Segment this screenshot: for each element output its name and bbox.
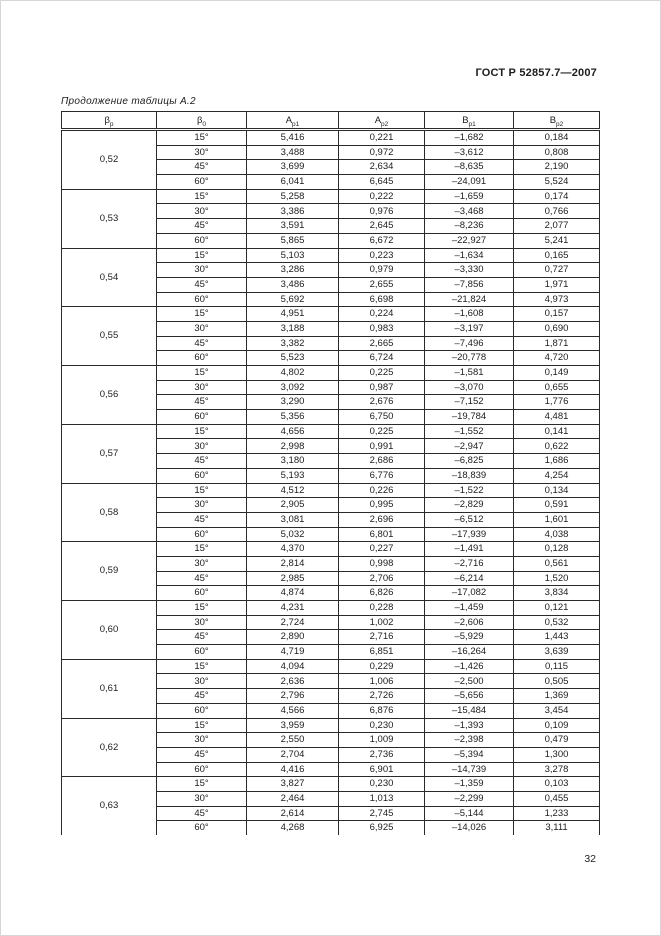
beta-p-group-cell: 0,62 xyxy=(62,718,157,777)
value-cell: –21,824 xyxy=(425,292,514,307)
value-cell: 1,006 xyxy=(339,674,425,689)
beta-0-cell: 60° xyxy=(157,762,247,777)
value-cell: 1,601 xyxy=(514,512,600,527)
value-cell: 2,890 xyxy=(247,630,339,645)
value-cell: 3,699 xyxy=(247,160,339,175)
value-cell: 1,013 xyxy=(339,791,425,806)
column-header-sub: р1 xyxy=(468,120,476,128)
value-cell: 4,874 xyxy=(247,586,339,601)
beta-0-cell: 15° xyxy=(157,248,247,263)
beta-p-group-cell: 0,54 xyxy=(62,248,157,307)
value-cell: –2,299 xyxy=(425,791,514,806)
value-cell: 0,995 xyxy=(339,498,425,513)
value-cell: 0,727 xyxy=(514,263,600,278)
value-cell: 0,983 xyxy=(339,321,425,336)
value-cell: 4,951 xyxy=(247,307,339,322)
column-header-sub: р2 xyxy=(556,120,564,128)
value-cell: 5,356 xyxy=(247,410,339,425)
value-cell: 0,532 xyxy=(514,615,600,630)
value-cell: 2,724 xyxy=(247,615,339,630)
value-cell: 6,801 xyxy=(339,527,425,542)
beta-0-cell: 30° xyxy=(157,791,247,806)
value-cell: –2,500 xyxy=(425,674,514,689)
value-cell: 4,370 xyxy=(247,542,339,557)
value-cell: 0,622 xyxy=(514,439,600,454)
table-row xyxy=(62,424,600,439)
beta-p-group-cell: 0,53 xyxy=(62,189,157,248)
value-cell: 3,111 xyxy=(514,821,600,835)
beta-0-cell: 15° xyxy=(157,601,247,616)
beta-0-cell: 45° xyxy=(157,806,247,821)
table-row xyxy=(62,307,600,322)
value-cell: 2,676 xyxy=(339,395,425,410)
value-cell: –3,330 xyxy=(425,263,514,278)
beta-0-cell: 15° xyxy=(157,130,247,146)
value-cell: 1,369 xyxy=(514,689,600,704)
value-cell: 2,190 xyxy=(514,160,600,175)
value-cell: –5,144 xyxy=(425,806,514,821)
value-cell: –14,026 xyxy=(425,821,514,835)
beta-0-cell: 45° xyxy=(157,630,247,645)
value-cell: 4,416 xyxy=(247,762,339,777)
column-header-beta-0 xyxy=(157,112,247,130)
beta-0-cell: 45° xyxy=(157,277,247,292)
value-cell: –7,496 xyxy=(425,336,514,351)
beta-p-group-cell: 0,56 xyxy=(62,366,157,425)
value-cell: 2,998 xyxy=(247,439,339,454)
value-cell: 4,973 xyxy=(514,292,600,307)
value-cell: 5,241 xyxy=(514,233,600,248)
value-cell: 2,645 xyxy=(339,219,425,234)
value-cell: 2,704 xyxy=(247,747,339,762)
value-cell: 0,121 xyxy=(514,601,600,616)
value-cell: 6,645 xyxy=(339,175,425,190)
value-cell: –1,581 xyxy=(425,366,514,381)
value-cell: 3,639 xyxy=(514,645,600,660)
value-cell: 0,115 xyxy=(514,659,600,674)
beta-0-cell: 15° xyxy=(157,424,247,439)
value-cell: 0,230 xyxy=(339,777,425,792)
table-header-row xyxy=(62,112,600,130)
value-cell: 4,719 xyxy=(247,645,339,660)
table-row xyxy=(62,483,600,498)
beta-0-cell: 45° xyxy=(157,689,247,704)
value-cell: –19,784 xyxy=(425,410,514,425)
document-standard-title: ГОСТ Р 52857.7—2007 xyxy=(475,67,597,79)
value-cell: 0,221 xyxy=(339,130,425,146)
beta-p-group-cell: 0,59 xyxy=(62,542,157,601)
value-cell: –1,491 xyxy=(425,542,514,557)
value-cell: 6,851 xyxy=(339,645,425,660)
value-cell: 5,258 xyxy=(247,189,339,204)
value-cell: 0,157 xyxy=(514,307,600,322)
value-cell: 5,524 xyxy=(514,175,600,190)
beta-0-cell: 60° xyxy=(157,233,247,248)
value-cell: 1,300 xyxy=(514,747,600,762)
value-cell: 3,180 xyxy=(247,454,339,469)
value-cell: 3,188 xyxy=(247,321,339,336)
table-row xyxy=(62,659,600,674)
value-cell: –3,468 xyxy=(425,204,514,219)
value-cell: 0,991 xyxy=(339,439,425,454)
beta-p-group-cell: 0,58 xyxy=(62,483,157,542)
column-header-beta-p xyxy=(62,112,157,130)
value-cell: 2,636 xyxy=(247,674,339,689)
value-cell: 4,720 xyxy=(514,351,600,366)
value-cell: 1,233 xyxy=(514,806,600,821)
column-header-base: A xyxy=(374,114,382,126)
value-cell: 2,614 xyxy=(247,806,339,821)
value-cell: 2,665 xyxy=(339,336,425,351)
value-cell: 3,382 xyxy=(247,336,339,351)
page-number: 32 xyxy=(584,853,596,865)
value-cell: –2,716 xyxy=(425,556,514,571)
value-cell: 0,998 xyxy=(339,556,425,571)
value-cell: 0,230 xyxy=(339,718,425,733)
value-cell: 2,634 xyxy=(339,160,425,175)
value-cell: –14,739 xyxy=(425,762,514,777)
beta-0-cell: 30° xyxy=(157,145,247,160)
value-cell: 0,141 xyxy=(514,424,600,439)
value-cell: –5,394 xyxy=(425,747,514,762)
value-cell: 4,481 xyxy=(514,410,600,425)
value-cell: 1,443 xyxy=(514,630,600,645)
value-cell: 2,745 xyxy=(339,806,425,821)
column-header-base: B xyxy=(462,114,469,126)
value-cell: 2,905 xyxy=(247,498,339,513)
value-cell: 0,134 xyxy=(514,483,600,498)
value-cell: 5,416 xyxy=(247,130,339,146)
value-cell: 4,038 xyxy=(514,527,600,542)
beta-0-cell: 30° xyxy=(157,321,247,336)
coefficients-table xyxy=(61,111,600,835)
beta-0-cell: 60° xyxy=(157,292,247,307)
value-cell: 0,223 xyxy=(339,248,425,263)
value-cell: –1,359 xyxy=(425,777,514,792)
value-cell: 3,286 xyxy=(247,263,339,278)
value-cell: 3,488 xyxy=(247,145,339,160)
value-cell: –1,393 xyxy=(425,718,514,733)
value-cell: 4,268 xyxy=(247,821,339,835)
value-cell: 4,512 xyxy=(247,483,339,498)
value-cell: –2,829 xyxy=(425,498,514,513)
beta-0-cell: 60° xyxy=(157,351,247,366)
value-cell: 5,193 xyxy=(247,468,339,483)
value-cell: 0,591 xyxy=(514,498,600,513)
value-cell: 0,222 xyxy=(339,189,425,204)
beta-0-cell: 30° xyxy=(157,556,247,571)
value-cell: 1,871 xyxy=(514,336,600,351)
value-cell: –1,522 xyxy=(425,483,514,498)
value-cell: 0,455 xyxy=(514,791,600,806)
beta-0-cell: 45° xyxy=(157,571,247,586)
beta-0-cell: 15° xyxy=(157,366,247,381)
value-cell: –24,091 xyxy=(425,175,514,190)
column-header-sub: 0 xyxy=(202,120,207,128)
value-cell: –5,929 xyxy=(425,630,514,645)
beta-p-group-cell: 0,60 xyxy=(62,601,157,660)
value-cell: 2,696 xyxy=(339,512,425,527)
value-cell: –1,659 xyxy=(425,189,514,204)
value-cell: 2,716 xyxy=(339,630,425,645)
beta-0-cell: 30° xyxy=(157,498,247,513)
beta-p-group-cell: 0,63 xyxy=(62,777,157,835)
value-cell: 2,985 xyxy=(247,571,339,586)
value-cell: 0,479 xyxy=(514,733,600,748)
value-cell: –1,552 xyxy=(425,424,514,439)
beta-0-cell: 15° xyxy=(157,189,247,204)
value-cell: 0,561 xyxy=(514,556,600,571)
value-cell: 6,724 xyxy=(339,351,425,366)
value-cell: –1,682 xyxy=(425,130,514,146)
beta-p-group-cell: 0,57 xyxy=(62,424,157,483)
value-cell: 2,736 xyxy=(339,747,425,762)
value-cell: 3,486 xyxy=(247,277,339,292)
table-row xyxy=(62,777,600,792)
value-cell: 1,971 xyxy=(514,277,600,292)
value-cell: 0,987 xyxy=(339,380,425,395)
value-cell: 5,692 xyxy=(247,292,339,307)
value-cell: 0,227 xyxy=(339,542,425,557)
value-cell: –2,398 xyxy=(425,733,514,748)
value-cell: 4,231 xyxy=(247,601,339,616)
table-header xyxy=(62,112,600,130)
beta-0-cell: 60° xyxy=(157,468,247,483)
beta-0-cell: 60° xyxy=(157,586,247,601)
value-cell: 6,698 xyxy=(339,292,425,307)
value-cell: 3,386 xyxy=(247,204,339,219)
column-header-base: β xyxy=(104,114,110,126)
value-cell: 0,225 xyxy=(339,424,425,439)
value-cell: 6,901 xyxy=(339,762,425,777)
beta-0-cell: 30° xyxy=(157,263,247,278)
value-cell: 0,174 xyxy=(514,189,600,204)
value-cell: 0,979 xyxy=(339,263,425,278)
value-cell: –1,459 xyxy=(425,601,514,616)
table-row xyxy=(62,718,600,733)
value-cell: 3,834 xyxy=(514,586,600,601)
table-row xyxy=(62,542,600,557)
value-cell: 0,226 xyxy=(339,483,425,498)
value-cell: 0,766 xyxy=(514,204,600,219)
value-cell: –22,927 xyxy=(425,233,514,248)
beta-0-cell: 60° xyxy=(157,703,247,718)
value-cell: 0,149 xyxy=(514,366,600,381)
beta-0-cell: 30° xyxy=(157,439,247,454)
column-header-base: A xyxy=(285,114,293,126)
value-cell: –18,839 xyxy=(425,468,514,483)
beta-0-cell: 30° xyxy=(157,204,247,219)
value-cell: –2,606 xyxy=(425,615,514,630)
column-header-b-p1 xyxy=(425,112,514,130)
beta-0-cell: 60° xyxy=(157,645,247,660)
beta-p-group-cell: 0,55 xyxy=(62,307,157,366)
value-cell: 2,077 xyxy=(514,219,600,234)
value-cell: 2,706 xyxy=(339,571,425,586)
beta-0-cell: 45° xyxy=(157,219,247,234)
value-cell: 4,254 xyxy=(514,468,600,483)
value-cell: 3,959 xyxy=(247,718,339,733)
beta-0-cell: 45° xyxy=(157,512,247,527)
beta-0-cell: 15° xyxy=(157,542,247,557)
value-cell: 0,103 xyxy=(514,777,600,792)
value-cell: 4,094 xyxy=(247,659,339,674)
value-cell: 1,002 xyxy=(339,615,425,630)
value-cell: 2,550 xyxy=(247,733,339,748)
table-row xyxy=(62,366,600,381)
beta-0-cell: 15° xyxy=(157,483,247,498)
value-cell: –3,070 xyxy=(425,380,514,395)
table-row xyxy=(62,601,600,616)
beta-0-cell: 45° xyxy=(157,747,247,762)
value-cell: 1,776 xyxy=(514,395,600,410)
beta-0-cell: 60° xyxy=(157,410,247,425)
value-cell: 3,591 xyxy=(247,219,339,234)
value-cell: –7,856 xyxy=(425,277,514,292)
value-cell: 3,827 xyxy=(247,777,339,792)
beta-p-group-cell: 0,52 xyxy=(62,130,157,190)
beta-0-cell: 15° xyxy=(157,659,247,674)
value-cell: 5,103 xyxy=(247,248,339,263)
value-cell: 3,081 xyxy=(247,512,339,527)
value-cell: –6,825 xyxy=(425,454,514,469)
value-cell: 1,686 xyxy=(514,454,600,469)
value-cell: 1,009 xyxy=(339,733,425,748)
value-cell: 2,814 xyxy=(247,556,339,571)
beta-0-cell: 15° xyxy=(157,718,247,733)
value-cell: 0,224 xyxy=(339,307,425,322)
value-cell: –1,608 xyxy=(425,307,514,322)
column-header-sub: р1 xyxy=(292,120,300,128)
value-cell: 5,865 xyxy=(247,233,339,248)
value-cell: –16,264 xyxy=(425,645,514,660)
beta-0-cell: 45° xyxy=(157,454,247,469)
column-header-sub: р2 xyxy=(381,120,389,128)
value-cell: 2,686 xyxy=(339,454,425,469)
value-cell: 0,228 xyxy=(339,601,425,616)
column-header-base: B xyxy=(549,114,557,126)
value-cell: 3,092 xyxy=(247,380,339,395)
value-cell: 6,876 xyxy=(339,703,425,718)
value-cell: 0,184 xyxy=(514,130,600,146)
value-cell: 6,672 xyxy=(339,233,425,248)
value-cell: –20,778 xyxy=(425,351,514,366)
beta-0-cell: 30° xyxy=(157,674,247,689)
value-cell: 6,041 xyxy=(247,175,339,190)
value-cell: –8,635 xyxy=(425,160,514,175)
beta-0-cell: 60° xyxy=(157,175,247,190)
value-cell: 0,690 xyxy=(514,321,600,336)
value-cell: 2,796 xyxy=(247,689,339,704)
table-row xyxy=(62,248,600,263)
value-cell: 6,826 xyxy=(339,586,425,601)
beta-0-cell: 15° xyxy=(157,777,247,792)
value-cell: –15,484 xyxy=(425,703,514,718)
value-cell: 0,109 xyxy=(514,718,600,733)
value-cell: –3,197 xyxy=(425,321,514,336)
value-cell: –5,656 xyxy=(425,689,514,704)
column-header-a-p2 xyxy=(339,112,425,130)
value-cell: 5,032 xyxy=(247,527,339,542)
value-cell: 0,976 xyxy=(339,204,425,219)
column-header-b-p2 xyxy=(514,112,600,130)
value-cell: 3,278 xyxy=(514,762,600,777)
value-cell: 0,808 xyxy=(514,145,600,160)
value-cell: 3,454 xyxy=(514,703,600,718)
value-cell: 0,972 xyxy=(339,145,425,160)
beta-0-cell: 15° xyxy=(157,307,247,322)
column-header-sub: р xyxy=(109,120,114,128)
value-cell: –2,947 xyxy=(425,439,514,454)
column-header-a-p1 xyxy=(247,112,339,130)
beta-0-cell: 30° xyxy=(157,380,247,395)
value-cell: 4,802 xyxy=(247,366,339,381)
value-cell: 0,229 xyxy=(339,659,425,674)
value-cell: 2,464 xyxy=(247,791,339,806)
table-caption: Продолжение таблицы А.2 xyxy=(61,96,196,107)
value-cell: 0,165 xyxy=(514,248,600,263)
value-cell: –1,634 xyxy=(425,248,514,263)
beta-0-cell: 30° xyxy=(157,733,247,748)
beta-0-cell: 45° xyxy=(157,336,247,351)
value-cell: 4,566 xyxy=(247,703,339,718)
value-cell: –6,214 xyxy=(425,571,514,586)
value-cell: 2,726 xyxy=(339,689,425,704)
value-cell: 3,290 xyxy=(247,395,339,410)
value-cell: 6,925 xyxy=(339,821,425,835)
beta-p-group-cell: 0,61 xyxy=(62,659,157,718)
beta-0-cell: 30° xyxy=(157,615,247,630)
beta-0-cell: 60° xyxy=(157,821,247,835)
value-cell: 1,520 xyxy=(514,571,600,586)
table-row xyxy=(62,189,600,204)
value-cell: –3,612 xyxy=(425,145,514,160)
value-cell: 6,750 xyxy=(339,410,425,425)
column-header-base: β xyxy=(196,114,203,126)
value-cell: 6,776 xyxy=(339,468,425,483)
beta-0-cell: 45° xyxy=(157,395,247,410)
value-cell: –1,426 xyxy=(425,659,514,674)
table-row xyxy=(62,130,600,146)
value-cell: 4,656 xyxy=(247,424,339,439)
value-cell: –17,082 xyxy=(425,586,514,601)
beta-0-cell: 45° xyxy=(157,160,247,175)
value-cell: –17,939 xyxy=(425,527,514,542)
value-cell: 5,523 xyxy=(247,351,339,366)
value-cell: 0,128 xyxy=(514,542,600,557)
value-cell: 0,655 xyxy=(514,380,600,395)
value-cell: 0,505 xyxy=(514,674,600,689)
beta-0-cell: 60° xyxy=(157,527,247,542)
table-body xyxy=(62,130,600,836)
value-cell: 2,655 xyxy=(339,277,425,292)
value-cell: –7,152 xyxy=(425,395,514,410)
value-cell: –8,236 xyxy=(425,219,514,234)
value-cell: 0,225 xyxy=(339,366,425,381)
value-cell: –6,512 xyxy=(425,512,514,527)
